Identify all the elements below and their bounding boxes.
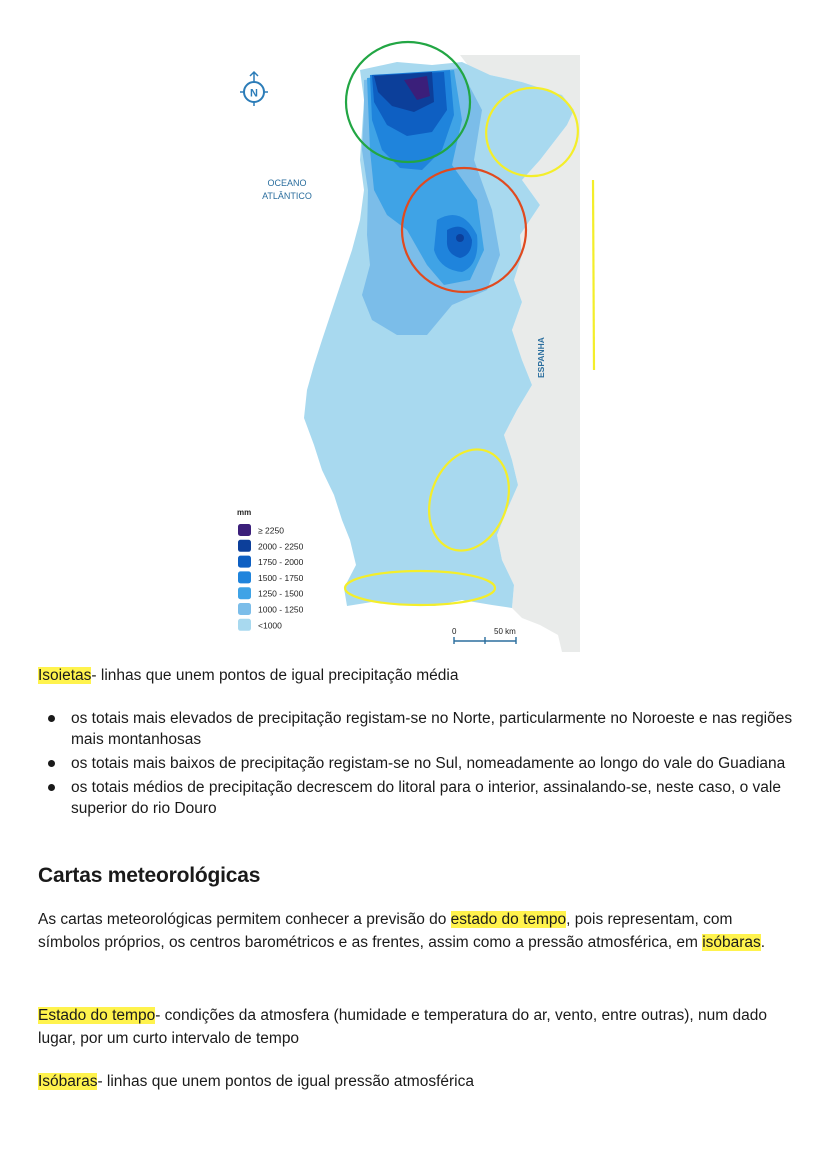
isobaras-term: Isóbaras [38, 1073, 98, 1090]
north-symbol: N [250, 87, 258, 100]
list-item: os totais mais baixos de precipitação registam-se no Sul, nomeadamente ao longo do vale do Guadiana [38, 753, 793, 774]
highlight-estado-do-tempo: estado do tempo [450, 911, 567, 928]
estado-definition-text: - condições da atmosfera (humidade e temperatura do ar, vento, entre outras), num dado lugar, por um curto intervalo de tempo [38, 1007, 767, 1047]
legend-label: 1250 - 1500 [258, 588, 304, 599]
scale-start: 0 [452, 627, 457, 636]
list-item: os totais médios de precipitação decrescem do litoral para o interior, assinalando-se, neste caso, o vale superior do rio Douro [38, 777, 793, 819]
legend-swatch [238, 587, 251, 599]
legend-swatch [238, 603, 251, 615]
map-legend [237, 508, 304, 631]
estado-term: Estado do tempo [38, 1007, 156, 1024]
legend-swatch [238, 540, 251, 552]
intro-paragraph [38, 908, 793, 954]
isoietas-definition-text: - linhas que unem pontos de igual precipitação média [91, 667, 459, 684]
isobaras-definition [38, 1070, 793, 1093]
section-heading: Cartas meteorológicas [38, 864, 261, 887]
zone-2250-plus-interior [456, 234, 464, 242]
precipitation-map [222, 40, 602, 652]
highlight-isobaras: isóbaras [702, 934, 761, 951]
north-arrow-icon [240, 72, 268, 106]
legend-label: 1500 - 1750 [258, 572, 304, 583]
isobaras-definition-text: - linhas que unem pontos de igual pressão atmosférica [97, 1073, 474, 1090]
legend-unit: mm [237, 508, 252, 517]
isoietas-definition [38, 664, 793, 687]
legend-label: 1000 - 1250 [258, 604, 304, 615]
legend-swatch [238, 556, 251, 568]
annotation-line-yellow [593, 180, 594, 370]
precipitation-bullet-list [38, 708, 793, 822]
intro-text-1: As cartas meteorológicas permitem conhecer a previsão do [38, 911, 451, 928]
scale-bar [452, 627, 516, 644]
legend-swatch [238, 524, 251, 536]
scale-end: 50 km [494, 627, 516, 636]
legend-label: 1750 - 2000 [258, 557, 304, 568]
ocean-label-line1: OCEANO [267, 178, 307, 188]
legend-label: ≥ 2250 [258, 525, 284, 536]
list-item: os totais mais elevados de precipitação registam-se no Norte, particularmente no Noroeste e nas regiões mais montanhosas [38, 708, 793, 750]
spain-label: ESPANHA [536, 337, 546, 378]
isoietas-term: Isoietas [38, 667, 92, 684]
intro-text-2: , pois representam, com símbolos próprios, os centros barométricos e as frentes, assim como a pressão atmosférica, em [38, 911, 733, 951]
legend-label: <1000 [258, 620, 282, 631]
ocean-label-line2: ATLÂNTICO [262, 191, 312, 201]
legend-label: 2000 - 2250 [258, 541, 304, 552]
estado-do-tempo-definition [38, 1004, 793, 1050]
intro-text-3: . [760, 934, 766, 951]
legend-swatch [238, 619, 251, 631]
legend-swatch [238, 571, 251, 583]
